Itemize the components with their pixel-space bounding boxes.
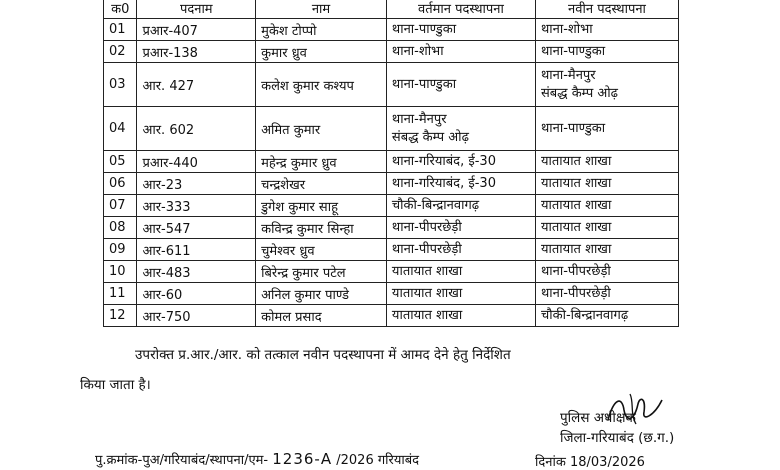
cell-current-posting-line: चौकी-बिन्द्रानवागढ़ — [391, 197, 480, 213]
cell-serial: 08 — [104, 217, 137, 239]
cell-current-posting-line: यातायात शाखा — [391, 285, 463, 301]
cell-new-posting — [535, 107, 678, 151]
cell-rank: आर-483 — [137, 261, 256, 283]
reference-number: 1236-A — [272, 450, 333, 468]
cell-name: मुकेश टोप्पो — [256, 19, 387, 41]
cell-new-posting-line: थाना-पीपरछेड़ी — [540, 263, 611, 279]
cell-new-posting-line: थाना-पाण्डुका — [540, 43, 606, 59]
cell-serial: 05 — [104, 151, 137, 173]
signature-designation: पुलिस अधीक्षक — [560, 410, 636, 426]
table-row — [104, 41, 679, 63]
table-row — [104, 63, 679, 107]
cell-new-posting — [535, 217, 678, 239]
cell-name: कोमल प्रसाद — [256, 305, 387, 327]
reference-line — [95, 450, 419, 468]
cell-current-posting-line: थाना-पीपरछेड़ी — [391, 241, 462, 257]
cell-name: कुमार ध्रुव — [256, 41, 387, 63]
table-row — [104, 19, 679, 41]
reference-prefix: पु.क्रमांक-पुअ/गरियाबंद/स्थापना/एम- — [95, 453, 269, 468]
cell-serial: 06 — [104, 173, 137, 195]
cell-current-posting-line: थाना-गरियाबंद, ई-30 — [391, 153, 496, 169]
cell-new-posting-line: यातायात शाखा — [540, 175, 612, 191]
cell-name: अमित कुमार — [256, 107, 387, 151]
cell-new-posting-line: यातायात शाखा — [540, 241, 612, 257]
cell-new-posting — [535, 151, 678, 173]
cell-new-posting-line: यातायात शाखा — [540, 219, 612, 235]
cell-current-posting — [386, 41, 535, 63]
cell-rank: आर-750 — [137, 305, 256, 327]
cell-new-posting — [535, 19, 678, 41]
cell-serial: 10 — [104, 261, 137, 283]
table-row — [104, 151, 679, 173]
cell-rank: आर. 427 — [137, 63, 256, 107]
cell-new-posting-line: थाना-पाण्डुका — [540, 120, 606, 136]
cell-current-posting-line: थाना-शोभा — [391, 43, 444, 59]
cell-current-posting-line: थाना-पाण्डुका — [391, 21, 457, 37]
cell-new-posting — [535, 261, 678, 283]
table-body — [104, 19, 679, 327]
cell-current-posting-line: संबद्ध कैम्प ओढ़ — [391, 129, 469, 145]
instruction-paragraph — [80, 341, 695, 393]
cell-current-posting-line: यातायात शाखा — [391, 263, 463, 279]
instruction-line-2: किया जाता है। — [80, 377, 151, 393]
table-row — [104, 283, 679, 305]
table-row — [104, 195, 679, 217]
cell-rank: आर-611 — [137, 239, 256, 261]
cell-new-posting — [535, 239, 678, 261]
cell-rank: आर. 602 — [137, 107, 256, 151]
cell-current-posting — [386, 305, 535, 327]
header-serial: क0 — [104, 0, 137, 19]
date-line — [535, 452, 645, 470]
cell-current-posting — [386, 19, 535, 41]
cell-current-posting — [386, 195, 535, 217]
table-row — [104, 239, 679, 261]
cell-new-posting — [535, 41, 678, 63]
instruction-line-1: उपरोक्त प्र.आर./आर. को तत्काल नवीन पदस्थापना में आमद देने हेतु निर्देशित — [135, 347, 511, 363]
cell-name: कलेश कुमार कश्यप — [256, 63, 387, 107]
cell-name: डुगेश कुमार साहू — [256, 195, 387, 217]
cell-new-posting — [535, 283, 678, 305]
cell-rank: आर-333 — [137, 195, 256, 217]
cell-name: कविन्द्र कुमार सिन्हा — [256, 217, 387, 239]
cell-new-posting-line: चौकी-बिन्द्रानवागढ़ — [540, 307, 629, 323]
cell-new-posting — [535, 173, 678, 195]
cell-current-posting — [386, 217, 535, 239]
header-current-posting: वर्तमान पदस्थापना — [386, 0, 535, 19]
transfer-table — [103, 0, 679, 327]
cell-name: चन्द्रशेखर — [256, 173, 387, 195]
cell-name: चुमेश्वर ध्रुव — [256, 239, 387, 261]
cell-rank: प्रआर-407 — [137, 19, 256, 41]
cell-serial: 01 — [104, 19, 137, 41]
signature-block — [560, 408, 674, 448]
cell-serial: 07 — [104, 195, 137, 217]
cell-serial: 04 — [104, 107, 137, 151]
table-row — [104, 261, 679, 283]
header-rank: पदनाम — [137, 0, 256, 19]
cell-current-posting — [386, 63, 535, 107]
table-row — [104, 217, 679, 239]
cell-new-posting-line: थाना-मैनपुर — [540, 67, 596, 83]
header-name: नाम — [256, 0, 387, 19]
cell-serial: 03 — [104, 63, 137, 107]
table-row — [104, 305, 679, 327]
table-row — [104, 107, 679, 151]
cell-new-posting — [535, 63, 678, 107]
cell-rank: प्रआर-138 — [137, 41, 256, 63]
cell-new-posting — [535, 305, 678, 327]
cell-name: बिरेन्द्र कुमार पटेल — [256, 261, 387, 283]
cell-name: अनिल कुमार पाण्डे — [256, 283, 387, 305]
cell-current-posting-line: यातायात शाखा — [391, 307, 463, 323]
cell-new-posting-line: यातायात शाखा — [540, 197, 612, 213]
cell-serial: 02 — [104, 41, 137, 63]
cell-new-posting-line: थाना-शोभा — [540, 21, 593, 37]
cell-name: महेन्द्र कुमार ध्रुव — [256, 151, 387, 173]
cell-current-posting — [386, 261, 535, 283]
cell-rank: आर-60 — [137, 283, 256, 305]
cell-serial: 09 — [104, 239, 137, 261]
cell-serial: 12 — [104, 305, 137, 327]
signature-office: जिला-गरियाबंद (छ.ग.) — [560, 430, 675, 446]
cell-new-posting-line: संबद्ध कैम्प ओढ़ — [540, 85, 618, 101]
cell-current-posting — [386, 107, 535, 151]
cell-new-posting — [535, 195, 678, 217]
cell-current-posting-line: थाना-पाण्डुका — [391, 76, 457, 92]
cell-current-posting — [386, 283, 535, 305]
cell-current-posting-line: थाना-गरियाबंद, ई-30 — [391, 175, 496, 191]
cell-rank: आर-23 — [137, 173, 256, 195]
cell-serial: 11 — [104, 283, 137, 305]
cell-new-posting-line: यातायात शाखा — [540, 153, 612, 169]
reference-suffix: /2026 गरियाबंद — [336, 453, 420, 468]
cell-current-posting — [386, 173, 535, 195]
date-label: दिनांक — [535, 455, 566, 470]
cell-current-posting-line: थाना-पीपरछेड़ी — [391, 219, 462, 235]
table-header-row — [104, 0, 679, 19]
cell-current-posting-line: थाना-मैनपुर — [391, 111, 447, 127]
cell-new-posting-line: थाना-पीपरछेड़ी — [540, 285, 611, 301]
date-value: 18/03/2026 — [569, 455, 645, 470]
cell-rank: प्रआर-440 — [137, 151, 256, 173]
header-new-posting: नवीन पदस्थापना — [535, 0, 678, 19]
cell-rank: आर-547 — [137, 217, 256, 239]
cell-current-posting — [386, 239, 535, 261]
cell-current-posting — [386, 151, 535, 173]
table-row — [104, 173, 679, 195]
